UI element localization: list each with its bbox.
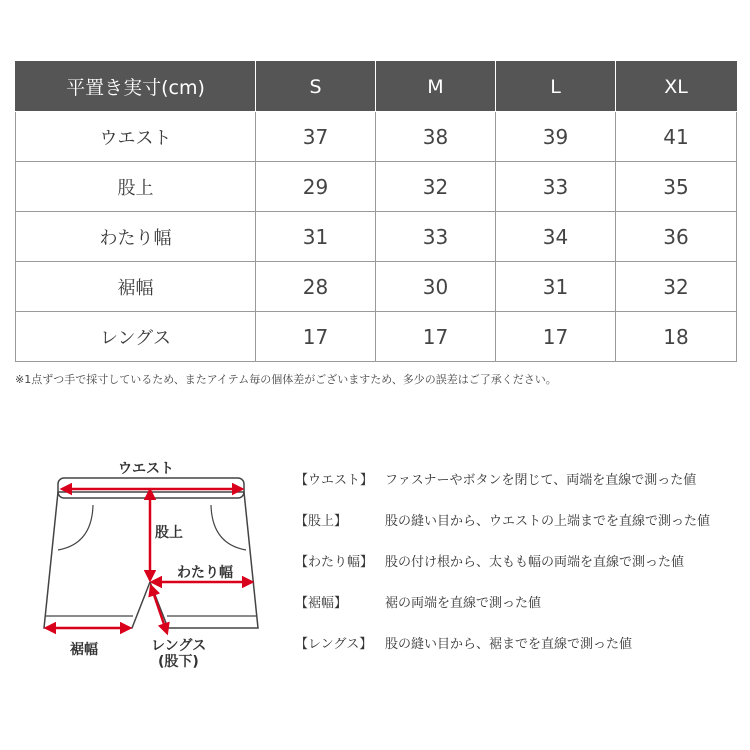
right-pocket	[211, 505, 246, 550]
header-label: 平置き実寸(cm)	[16, 62, 256, 112]
description-text: 股の付け根から、太もも幅の両端を直線で測った値	[385, 555, 685, 570]
header-size: S	[256, 62, 376, 112]
shorts-illustration	[0, 450, 280, 680]
table-cell: 31	[496, 262, 616, 312]
size-table	[15, 61, 737, 362]
shorts-diagram	[0, 450, 280, 680]
table-cell: 30	[376, 262, 496, 312]
table-row	[16, 262, 737, 312]
table-cell: 28	[256, 262, 376, 312]
table-cell: 31	[256, 212, 376, 262]
table-cell: 32	[376, 162, 496, 212]
table-row	[16, 212, 737, 262]
inseam-label: (股下)	[158, 654, 199, 670]
table-cell: 36	[616, 212, 737, 262]
header-size: L	[496, 62, 616, 112]
table-cell: 35	[616, 162, 737, 212]
description-row	[295, 633, 632, 652]
table-row	[16, 162, 737, 212]
table-cell: 18	[616, 312, 737, 362]
table-cell: 32	[616, 262, 737, 312]
row-label: わたり幅	[16, 212, 256, 262]
table-cell: 41	[616, 112, 737, 162]
hem-label: 裾幅	[70, 642, 98, 658]
description-term: 【わたり幅】	[295, 555, 374, 570]
description-text: ファスナーやボタンを閉じて、両端を直線で測った値	[385, 473, 697, 488]
table-cell: 34	[496, 212, 616, 262]
table-cell: 29	[256, 162, 376, 212]
length-label: レングス	[151, 638, 207, 654]
description-term: 【股上】	[295, 514, 348, 529]
table-cell: 17	[376, 312, 496, 362]
header-size: XL	[616, 62, 737, 112]
left-pocket	[58, 505, 93, 550]
row-label: 裾幅	[16, 262, 256, 312]
table-row	[16, 112, 737, 162]
description-text: 裾の両端を直線で測った値	[385, 596, 542, 611]
description-term: 【裾幅】	[295, 596, 348, 611]
header-size: M	[376, 62, 496, 112]
thigh-label: わたり幅	[177, 565, 233, 581]
description-row	[295, 592, 541, 611]
table-cell: 17	[256, 312, 376, 362]
description-row	[295, 510, 710, 529]
measurement-note: ※1点ずつ手で採寸しているため、またアイテム毎の個体差がございますため、多少の誤差はご了承ください。	[15, 373, 557, 386]
rise-label: 股上	[155, 525, 183, 541]
description-row	[295, 551, 684, 570]
length-arrow	[151, 586, 167, 633]
row-label: レングス	[16, 312, 256, 362]
table-row	[16, 312, 737, 362]
row-label: 股上	[16, 162, 256, 212]
description-text: 股の縫い目から、裾までを直線で測った値	[385, 637, 633, 652]
table-cell: 33	[376, 212, 496, 262]
description-text: 股の縫い目から、ウエストの上端までを直線で測った値	[385, 514, 711, 529]
table-cell: 33	[496, 162, 616, 212]
description-row	[295, 469, 696, 488]
table-cell: 37	[256, 112, 376, 162]
waist-label: ウエスト	[118, 461, 174, 477]
row-label: ウエスト	[16, 112, 256, 162]
table-cell: 17	[496, 312, 616, 362]
description-term: 【ウエスト】	[295, 473, 374, 488]
table-header-row	[16, 62, 737, 112]
table-cell: 39	[496, 112, 616, 162]
table-cell: 38	[376, 112, 496, 162]
description-term: 【レングス】	[295, 637, 373, 652]
